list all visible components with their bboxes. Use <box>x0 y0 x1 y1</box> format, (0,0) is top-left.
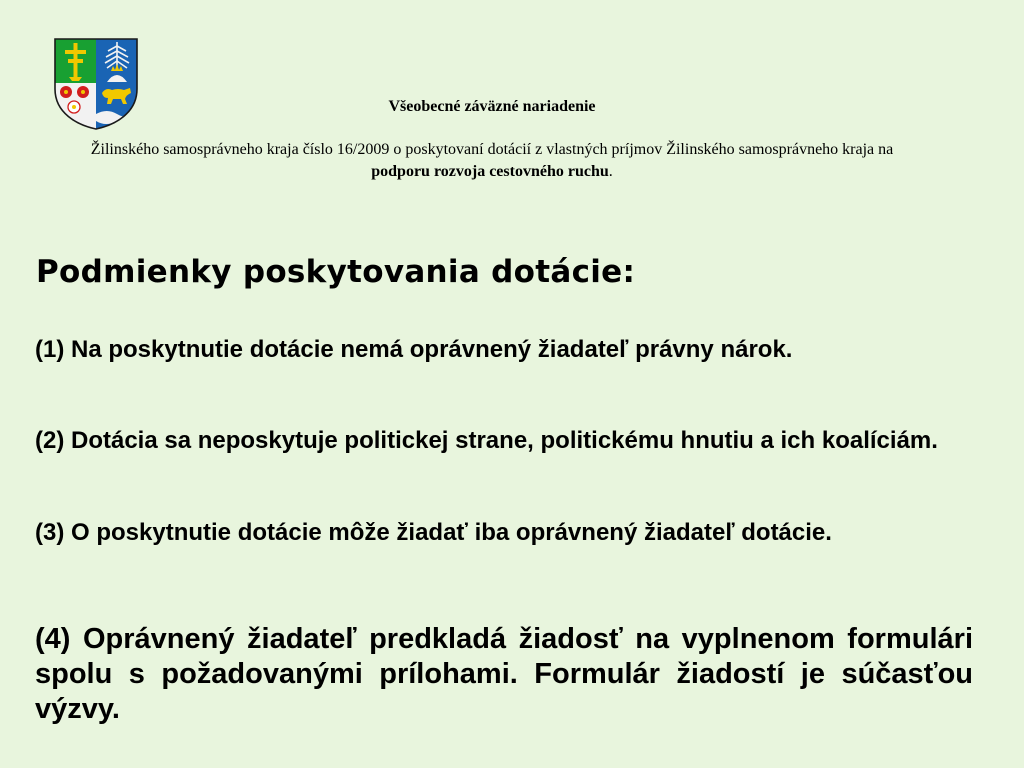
subtitle-emphasis: podporu rozvoja cestovného ruchu <box>371 163 609 180</box>
condition-text: (2) Dotácia sa neposkytuje politickej strane, politickému hnutiu a ich koalíciám. <box>35 427 938 454</box>
subtitle-text: Žilinského samosprávneho kraja číslo 16/2009 o poskytovaní dotácií z vlastných príjmov Žilinského samosprávneho kraja na <box>90 141 894 158</box>
condition-item-4 <box>35 622 973 727</box>
condition-item-1 <box>35 333 973 367</box>
condition-text: (1) Na poskytnutie dotácie nemá oprávnený žiadateľ právny nárok. <box>35 336 793 363</box>
subtitle-suffix: . <box>608 163 613 180</box>
condition-text: (4) Oprávnený žiadateľ predkladá žiadosť na vyplnenom formulári spolu s požadovanými prílohami. Formulár žiadostí je súčasťou výzvy. <box>35 623 973 725</box>
condition-item-3 <box>35 516 973 550</box>
regulation-subtitle <box>60 139 924 183</box>
condition-item-2 <box>35 424 973 458</box>
document-header <box>60 96 924 183</box>
regulation-title: Všeobecné záväzné nariadenie <box>388 98 596 115</box>
condition-text: (3) O poskytnutie dotácie môže žiadať iba oprávnený žiadateľ dotácie. <box>35 519 832 546</box>
section-heading: Podmienky poskytovania dotácie: <box>36 254 636 290</box>
